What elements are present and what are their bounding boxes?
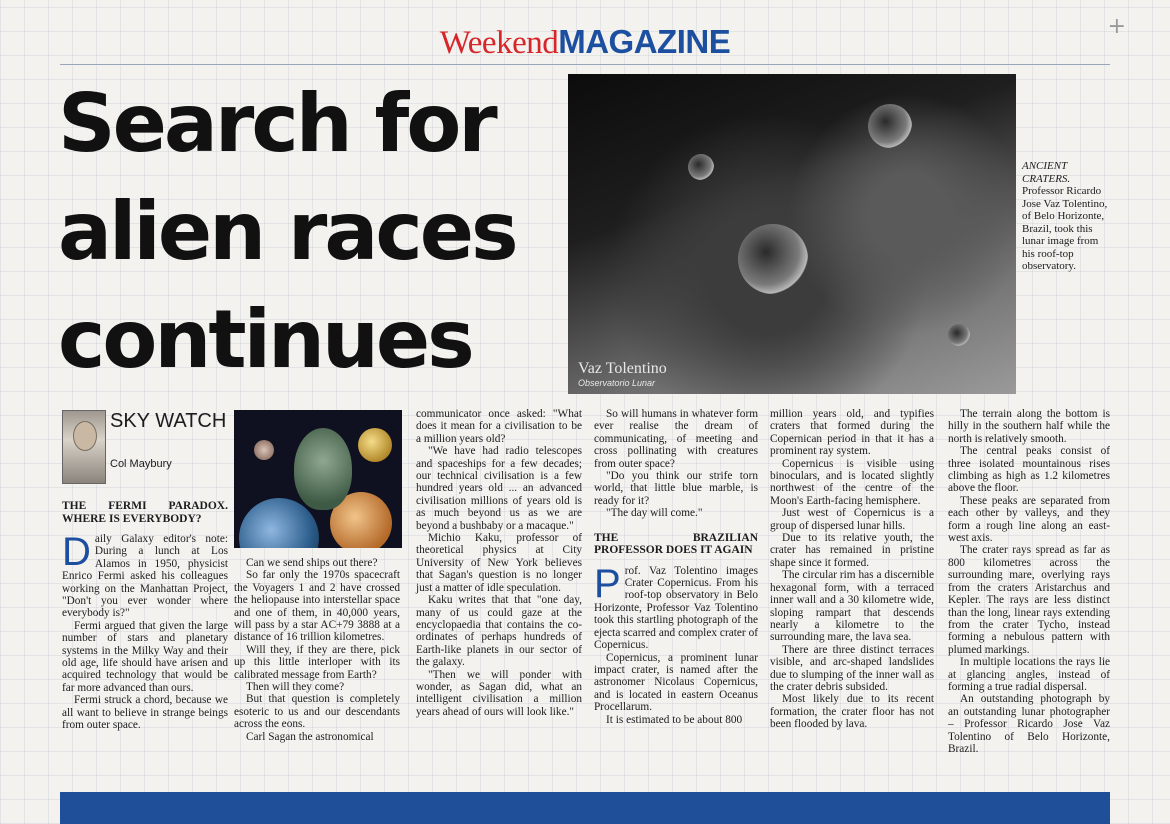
paragraph <box>62 530 228 620</box>
caption-text: Professor Ricardo Jose Vaz Tolentino, of Belo Horizonte, Brazil, took this lunar image from his roof-top observatory. <box>1022 185 1108 272</box>
photo-credit-name: Vaz Tolentino <box>578 360 667 377</box>
crater-small <box>868 104 912 148</box>
paragraph: "Do you think our strife torn world, that little blue marble, is ready for it? <box>594 470 758 507</box>
paragraph: An outstanding photograph by an outstanding lunar photographer – Professor Ricardo Jose Vaz Tolentino of Belo Horizonte, Brazil. <box>948 693 1110 755</box>
paragraph: Just west of Copernicus is a group of dispersed lunar hills. <box>770 507 934 532</box>
paragraph: These peaks are separated from each other by valleys, and they form a rough line along an east-west axis. <box>948 494 1110 545</box>
paragraph: Fermi argued that given the large number of stars and planetary systems in the Milky Way and their old age, life should have arisen and acquired technology that would be far more advanced than ours. <box>62 619 228 694</box>
paragraph: "The day will come." <box>606 507 703 520</box>
registration-mark-icon: + <box>1107 14 1126 39</box>
masthead-weekend: Weekend <box>439 25 559 61</box>
paragraph: Copernicus is visible using binoculars, and is located slightly northwest of the centre of the Moon's Earth-facing hemisphere. <box>770 457 934 507</box>
paragraph: It is estimated to be about 800 <box>606 713 743 726</box>
paragraph: Copernicus, a prominent lunar impact crater, is named after the astronomer Nicolaus Copernicus, and is located in eastern Oceanus Procellarum. <box>594 651 758 714</box>
paragraph: Kaku writes that that "one day, many of us could gaze at the encyclopaedia that contains the co-ordinates of perhaps hundreds of Earth-like planets in our sector of the galaxy. <box>416 594 582 669</box>
author-portrait <box>62 410 106 484</box>
planet <box>254 440 274 460</box>
paragraph: million years old, and typifies craters that formed during the Copernican period in that it has a prominent ray system. <box>770 408 934 458</box>
paragraph: communicator once asked: "What does it mean for a civilisation to be a million years old? <box>416 408 582 445</box>
dropcap-p: P <box>594 561 621 606</box>
article-column-2 <box>234 557 400 743</box>
article-column-4 <box>594 408 758 726</box>
alien-illustration <box>234 410 402 548</box>
article-column-1 <box>62 500 228 732</box>
article-column-6 <box>948 408 1110 755</box>
paragraph: Carl Sagan the astronomical <box>246 730 374 743</box>
paragraph: Most likely due to its recent formation, the crater floor has not been flooded by lava. <box>770 693 934 731</box>
bottom-color-bar <box>60 792 1110 824</box>
planet <box>358 428 392 462</box>
paragraph <box>594 561 758 652</box>
column-title: SKY WATCH <box>110 410 227 432</box>
photo-caption <box>1022 160 1108 273</box>
article-column-3 <box>416 408 582 718</box>
crater-small <box>948 324 970 346</box>
article-column-5 <box>770 408 934 731</box>
paragraph-text: rof. Vaz Tolentino images Crater Copernicus. From his roof-top observatory in Belo Horizonte, Professor Vaz Tolentino took this startling photograph of the ejecta scarred and complex crater of Copernicus. <box>594 564 758 652</box>
paragraph: The central peaks consist of three isolated mountainous rises climbing as high as 1.2 kilometres above the floor. <box>948 445 1110 495</box>
subhead-brazilian: THE BRAZILIAN PROFESSOR DOES IT AGAIN <box>594 531 758 557</box>
dropcap-d: D <box>62 530 91 574</box>
paragraph: Michio Kaku, professor of theoretical physics at City University of New York believes that Sagan's question is no longer just a matter of idle speculation. <box>416 532 582 594</box>
photo-credit-sub: Observatorio Lunar <box>578 378 656 388</box>
masthead-magazine: MAGAZINE <box>558 23 731 60</box>
paragraph: Can we send ships out there? <box>246 557 378 569</box>
paragraph: There are three distinct terraces visible, and arc-shaped landslides due to slumping of the inner wall as the crater debris subsided. <box>770 643 934 693</box>
paragraph: So will humans in whatever form ever realise the dream of communicating, of meeting and cross pollinating with creatures from outer space? <box>594 408 758 470</box>
paragraph: "We have had radio telescopes and spaceships for a few decades; our technical civilisation is a few hundred years old ... an advanced civilisation millions of years old is as much beyond us as we are beyond a bushbaby or a macaque." <box>416 445 582 532</box>
alien-head <box>294 428 352 510</box>
subhead-fermi: THE FERMI PARADOX. WHERE IS EVERYBODY? <box>62 500 228 525</box>
paragraph: The circular rim has a discernible hexagonal form, with a terraced inner wall and a 30 kilometre wide, sloping rampart that descends nearly a kilometre to the surrounding mare, the lava sea. <box>770 569 934 644</box>
caption-title: ANCIENT CRATERS. <box>1022 160 1071 185</box>
crater-small <box>688 154 714 180</box>
paragraph: Then will they come? <box>246 681 345 694</box>
masthead-rule <box>60 64 1110 65</box>
headline: Search for alien races continues <box>58 77 516 386</box>
paragraph: Will they, if they are there, pick up this little interloper with its calibrated message from Earth? <box>234 643 400 681</box>
crater-copernicus <box>738 224 808 294</box>
paragraph: Fermi struck a chord, because we all want to believe in strange beings from outer space. <box>62 694 228 732</box>
paragraph: In multiple locations the rays lie at glancing angles, instead of forming a true radial dispersal. <box>948 656 1110 693</box>
paragraph: The terrain along the bottom is hilly in the southern half while the north is relatively smooth. <box>948 408 1110 445</box>
masthead <box>0 22 1170 63</box>
paragraph: So far only the 1970s spacecraft the Voyagers 1 and 2 have crossed the heliopause into interstellar space and one of them, in 40,000 years, will pass by a star AC+79 3888 at a distance of 16 trillion kilometres. <box>234 569 400 644</box>
paragraph: Due to its relative youth, the crater has remained in pristine shape since it formed. <box>770 532 934 569</box>
paragraph: But that question is completely esoteric to us and our descendants across the eons. <box>234 693 400 731</box>
author-name: Col Maybury <box>110 458 172 470</box>
paragraph: "Then we will ponder with wonder, as Sagan did, what an intelligent civilisation a million years ahead of ours will look like." <box>416 668 582 718</box>
paragraph: The crater rays spread as far as 800 kilometres across the surrounding mare, overlying rays from the craters Aristarchus and Kepler. The rays are less distinct than the long, linear rays extending from the crater Tycho, instead forming a nebulous pattern with plumed markings. <box>948 544 1110 656</box>
paragraph-text: aily Galaxy editor's note: During a lunch at Los Alamos in 1950, physicist Enrico Fermi asked his colleagues working on the Manhattan Project, "Don't you ever wonder where everybody is?" <box>62 533 228 620</box>
photo-credit <box>578 360 667 388</box>
moon-crater-photo <box>568 74 1016 394</box>
